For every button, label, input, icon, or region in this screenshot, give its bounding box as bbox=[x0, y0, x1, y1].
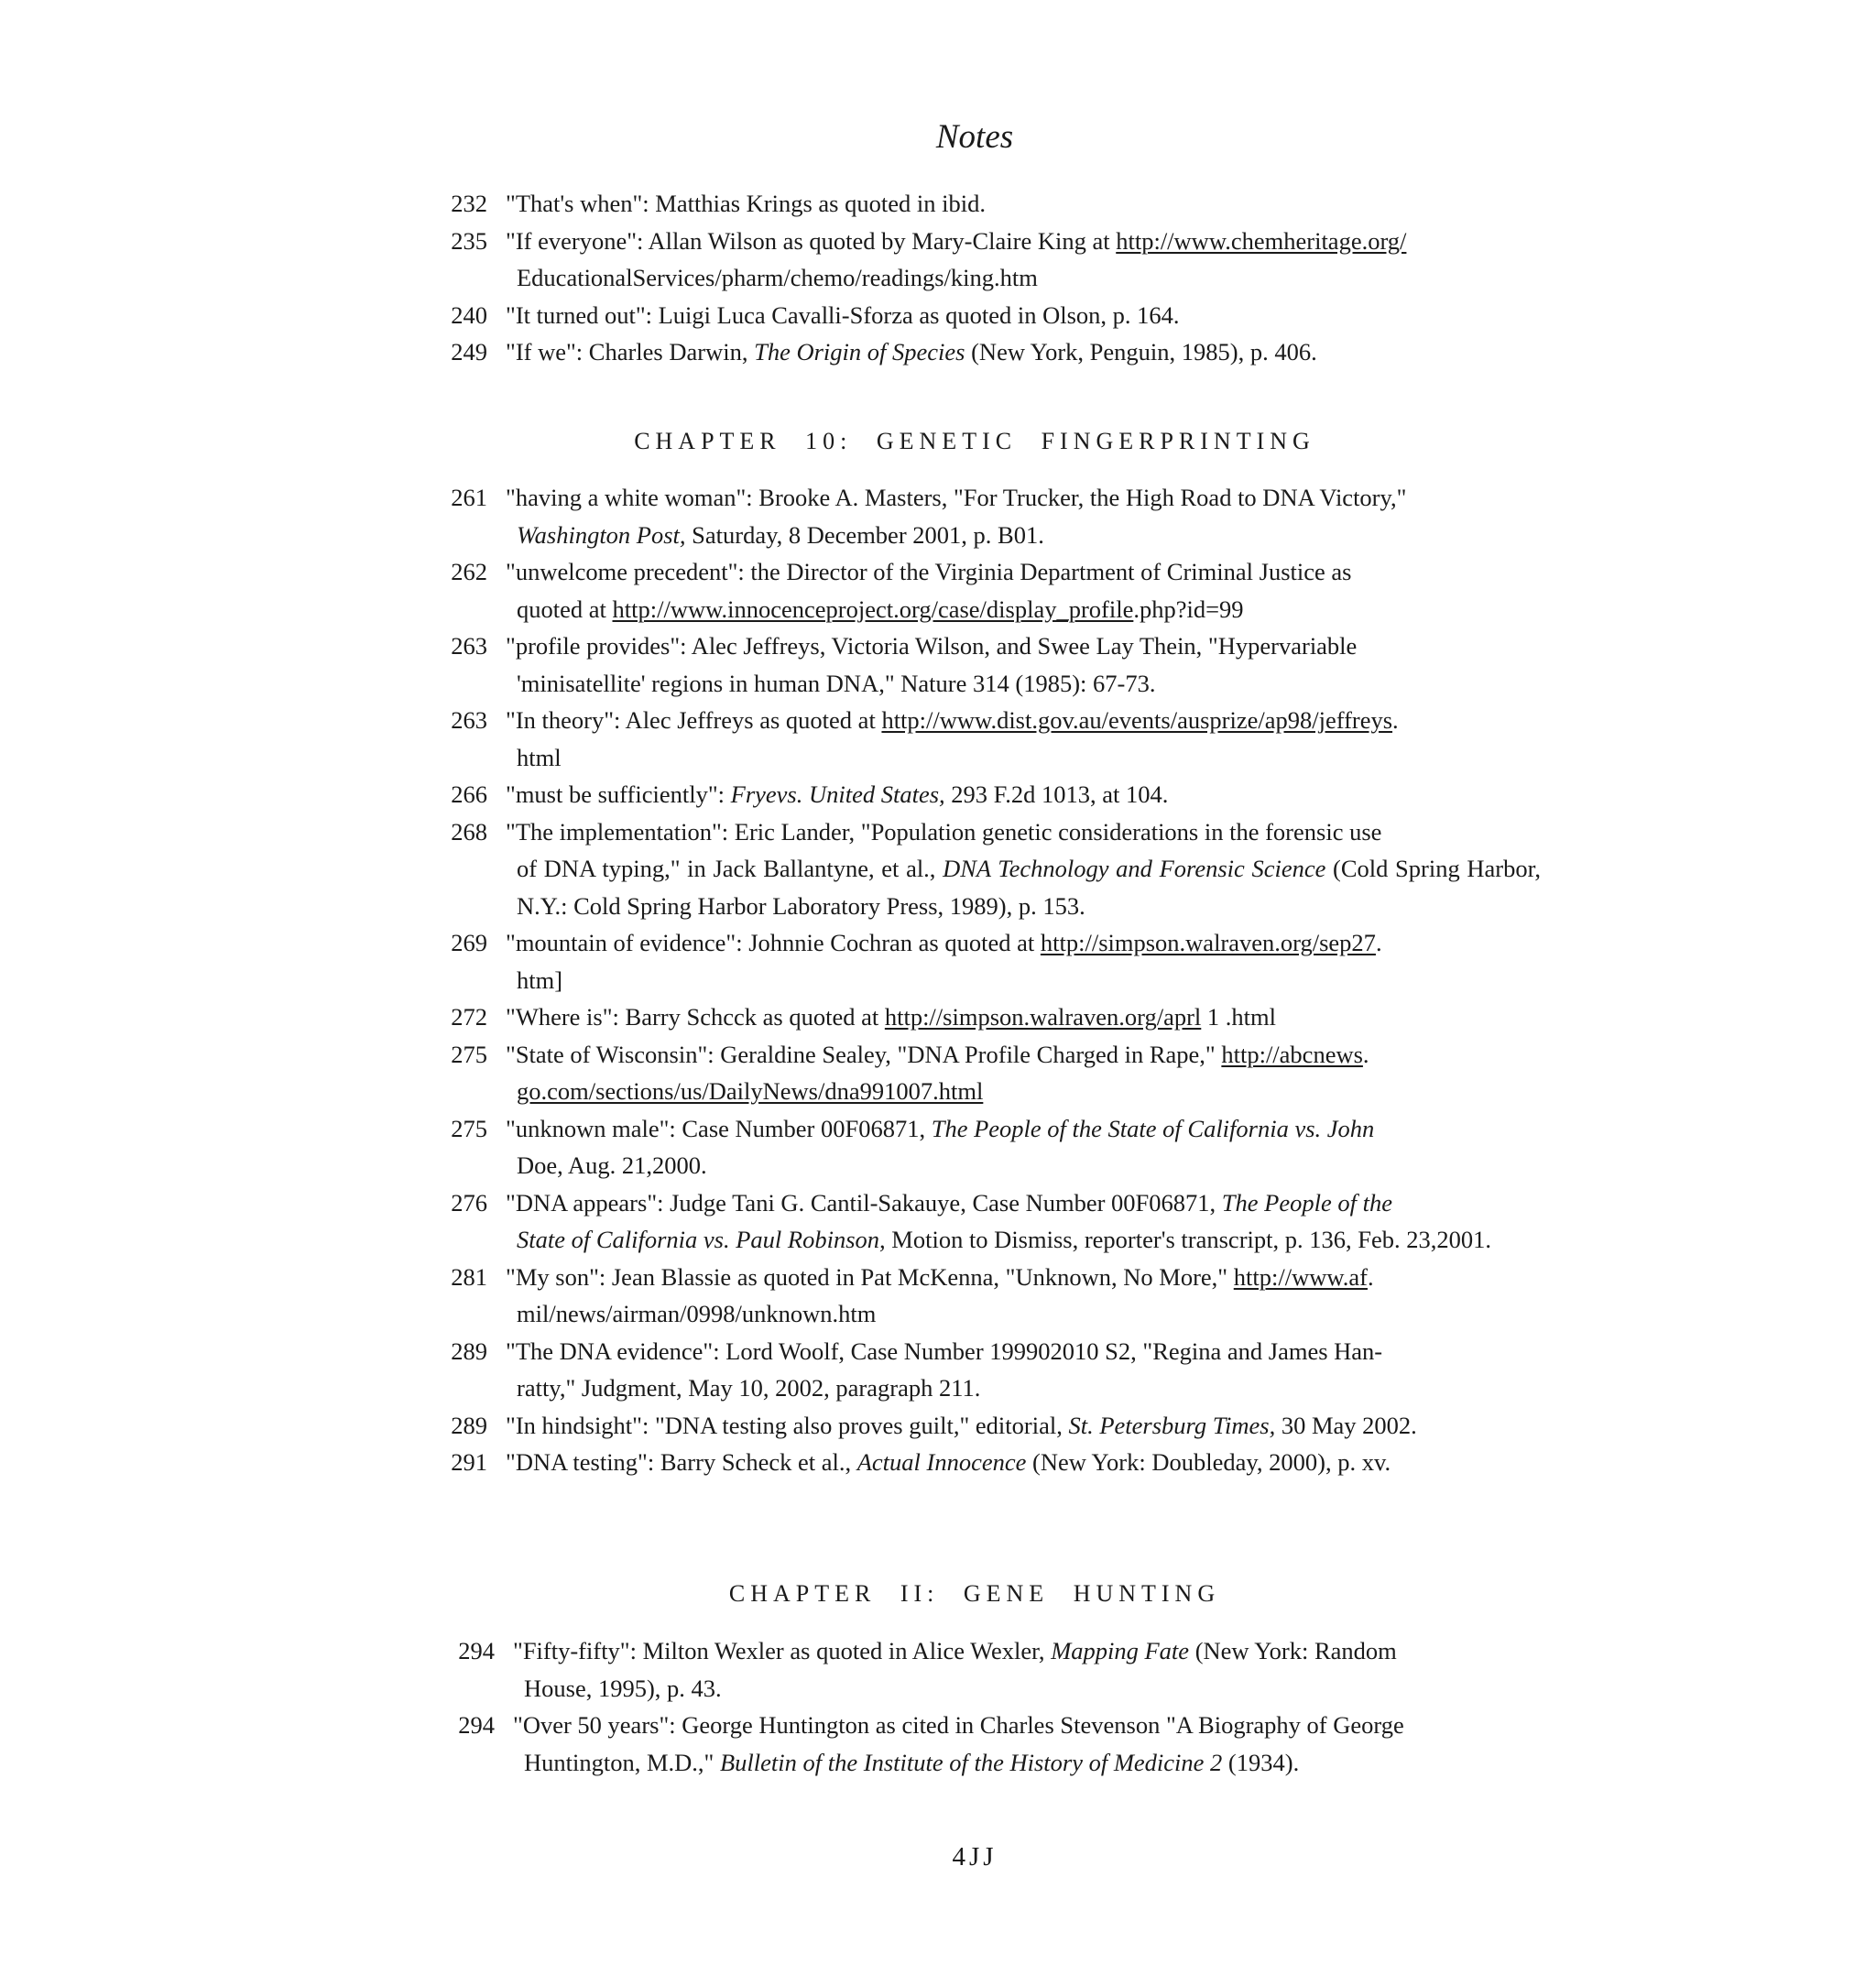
note-text: (New York: Random bbox=[1189, 1637, 1397, 1664]
note-body bbox=[506, 1110, 1541, 1184]
note-page-number: 276 bbox=[451, 1188, 487, 1217]
note-page-number: 269 bbox=[451, 929, 487, 956]
note-first-line bbox=[506, 227, 1406, 255]
note-page-number: 291 bbox=[451, 1448, 487, 1476]
note-link[interactable]: http://www.innocenceproject.org/case/display_profile bbox=[612, 595, 1134, 623]
note-text: (New York: Doubleday, 2000), p. xv. bbox=[1026, 1448, 1391, 1476]
note-entry bbox=[423, 1110, 1541, 1184]
note-page-number: 289 bbox=[451, 1337, 487, 1365]
note-continuation bbox=[506, 1221, 1541, 1259]
note-entry bbox=[423, 1333, 1541, 1407]
note-continuation bbox=[506, 665, 1541, 703]
note-text: htm] bbox=[517, 966, 563, 994]
note-text: "DNA testing": Barry Scheck et al., bbox=[506, 1448, 857, 1476]
note-italic-text: State of California vs. Paul Robinson, bbox=[517, 1226, 886, 1253]
note-page-number: 262 bbox=[451, 558, 487, 585]
note-page-number: 268 bbox=[451, 817, 487, 846]
note-link[interactable]: http://www.dist.gov.au/events/ausprize/ap98/jeffreys bbox=[881, 706, 1393, 734]
note-first-line bbox=[513, 1711, 1404, 1739]
note-entry bbox=[423, 333, 1541, 371]
note-body bbox=[506, 627, 1541, 702]
note-first-line bbox=[506, 780, 1168, 808]
note-entry bbox=[423, 553, 1541, 627]
note-first-line bbox=[506, 190, 986, 217]
note-text: House, 1995), p. 43. bbox=[524, 1674, 722, 1702]
notes-list bbox=[431, 1632, 1548, 1781]
note-entry bbox=[423, 1036, 1541, 1110]
note-body bbox=[506, 223, 1541, 297]
note-text: "Fifty-fifty": Milton Wexler as quoted in Alice Wexler, bbox=[513, 1637, 1052, 1664]
note-entry bbox=[423, 297, 1541, 334]
note-continuation bbox=[506, 1073, 1541, 1110]
note-page-number: 263 bbox=[451, 632, 487, 660]
note-body bbox=[506, 813, 1541, 925]
note-entry bbox=[423, 1407, 1541, 1445]
note-first-line bbox=[506, 1115, 1374, 1142]
note-continuation bbox=[513, 1670, 1548, 1708]
note-body bbox=[513, 1632, 1548, 1707]
note-text: html bbox=[517, 743, 562, 771]
note-body bbox=[506, 1259, 1541, 1333]
note-italic-text: The Origin of Species bbox=[754, 338, 965, 366]
note-text: quoted at bbox=[517, 595, 613, 623]
note-italic-text: Fryevs. United States, bbox=[730, 780, 945, 808]
note-first-line bbox=[506, 1003, 1276, 1031]
note-first-line bbox=[506, 706, 1399, 734]
note-body bbox=[506, 702, 1541, 776]
note-text: . bbox=[1375, 929, 1382, 956]
note-text: "That's when": Matthias Krings as quoted in ibid. bbox=[506, 190, 986, 217]
note-text: Saturday, 8 December 2001, p. B01. bbox=[685, 520, 1044, 549]
note-entry bbox=[423, 1444, 1541, 1481]
note-text: "having a white woman": Brooke A. Masters, "For Trucker, the High Road to DNA Victory," bbox=[506, 484, 1407, 511]
note-continuation bbox=[506, 517, 1541, 554]
note-text: "If everyone": Allan Wilson as quoted by Mary-Claire King at bbox=[506, 226, 1117, 255]
note-text: . bbox=[1392, 706, 1399, 734]
page-title: Notes bbox=[935, 118, 1014, 156]
note-body bbox=[506, 1184, 1541, 1259]
note-entry bbox=[423, 702, 1541, 776]
note-page-number: 272 bbox=[451, 1003, 487, 1031]
note-first-line bbox=[506, 558, 1351, 585]
note-continuation bbox=[506, 962, 1541, 999]
note-body bbox=[506, 1036, 1541, 1110]
note-continuation bbox=[513, 1744, 1548, 1782]
note-first-line bbox=[506, 338, 1317, 366]
note-text: Motion to Dismiss, reporter's transcript, p. 136, Feb. 23,2001. bbox=[885, 1226, 1491, 1253]
note-text: 30 May 2002. bbox=[1275, 1411, 1417, 1439]
note-link[interactable]: go.com/sections/us/DailyNews/dna991007.html bbox=[517, 1077, 984, 1105]
note-text: "must be sufficiently": bbox=[506, 780, 731, 808]
note-link[interactable]: http://www.af bbox=[1233, 1262, 1368, 1291]
note-page-number: 235 bbox=[451, 226, 487, 255]
note-page-number: 240 bbox=[451, 300, 487, 329]
note-italic-text: DNA Technology and Forensic Science bbox=[943, 855, 1326, 882]
note-italic-text: Actual Innocence bbox=[856, 1448, 1027, 1476]
note-first-line bbox=[506, 484, 1406, 511]
note-text: Huntington, M.D.," bbox=[524, 1748, 720, 1776]
chapter-heading: CHAPTER II: GENE HUNTING bbox=[728, 1580, 1221, 1607]
note-italic-text: Washington Post, bbox=[517, 520, 686, 549]
note-first-line bbox=[506, 1189, 1392, 1217]
note-entry bbox=[431, 1632, 1548, 1707]
note-text: "unwelcome precedent": the Director of the Virginia Department of Criminal Justice as bbox=[506, 558, 1352, 585]
note-text: "The implementation": Eric Lander, "Population genetic considerations in the forensic use bbox=[506, 817, 1382, 846]
note-text: mil/news/airman/0998/unknown.htm bbox=[517, 1300, 877, 1327]
note-continuation bbox=[506, 1369, 1541, 1407]
note-continuation bbox=[506, 1147, 1541, 1184]
note-body bbox=[506, 479, 1541, 553]
note-first-line bbox=[506, 301, 1180, 329]
note-body bbox=[506, 1407, 1541, 1445]
note-text: . bbox=[1367, 1262, 1374, 1291]
note-page-number: 275 bbox=[451, 1114, 487, 1142]
note-text: "In hindsight": "DNA testing also proves guilt," editorial, bbox=[506, 1411, 1069, 1439]
note-first-line bbox=[513, 1637, 1397, 1664]
note-text: "In theory": Alec Jeffreys as quoted at bbox=[506, 706, 882, 734]
note-text: 1 .html bbox=[1201, 1003, 1276, 1031]
note-entry bbox=[423, 924, 1541, 998]
note-italic-text: The People of the State of California vs. John bbox=[931, 1114, 1375, 1142]
note-body bbox=[506, 776, 1541, 813]
note-page-number: 232 bbox=[451, 190, 487, 217]
note-first-line bbox=[506, 818, 1381, 846]
note-italic-text: St. Petersburg Times, bbox=[1068, 1411, 1276, 1439]
note-body bbox=[506, 1333, 1541, 1407]
note-text: "State of Wisconsin": Geraldine Sealey, "DNA Profile Charged in Rape," bbox=[506, 1040, 1222, 1068]
notes-list bbox=[423, 185, 1541, 371]
note-entry bbox=[423, 813, 1541, 925]
note-text: (Cold Spring Harbor, N.Y.: Cold Spring Harbor Laboratory Press, 1989), p. 153. bbox=[517, 855, 1541, 920]
note-link[interactable]: http://abcnews bbox=[1221, 1040, 1363, 1068]
note-text: "The DNA evidence": Lord Woolf, Case Number 199902010 S2, "Regina and James Han- bbox=[506, 1337, 1383, 1365]
note-first-line bbox=[506, 1263, 1374, 1291]
note-entry bbox=[423, 1259, 1541, 1333]
note-body bbox=[506, 1444, 1541, 1481]
note-text: (New York, Penguin, 1985), p. 406. bbox=[965, 338, 1317, 366]
note-continuation bbox=[506, 259, 1541, 297]
notes-list bbox=[423, 479, 1541, 1481]
note-continuation bbox=[506, 850, 1541, 924]
note-text: (1934). bbox=[1222, 1748, 1300, 1776]
note-text: "profile provides": Alec Jeffreys, Victoria Wilson, and Swee Lay Thein, "Hypervariable bbox=[506, 632, 1358, 660]
note-link[interactable]: http://simpson.walraven.org/sep27 bbox=[1040, 929, 1376, 956]
note-page-number: 289 bbox=[451, 1411, 487, 1439]
note-page-number: 294 bbox=[458, 1711, 495, 1739]
note-page-number: 294 bbox=[458, 1637, 495, 1664]
note-text: "If we": Charles Darwin, bbox=[506, 338, 755, 366]
note-body bbox=[506, 297, 1541, 334]
note-page-number: 266 bbox=[451, 780, 487, 808]
note-link[interactable]: http://www.chemheritage.org/ bbox=[1116, 226, 1407, 255]
note-first-line bbox=[506, 632, 1357, 660]
note-page-number: 249 bbox=[451, 338, 487, 366]
note-entry bbox=[423, 776, 1541, 813]
note-first-line bbox=[506, 1337, 1382, 1365]
note-text: "unknown male": Case Number 00F06871, bbox=[506, 1114, 932, 1142]
note-text: 293 F.2d 1013, at 104. bbox=[944, 780, 1169, 808]
note-text: "mountain of evidence": Johnnie Cochran as quoted at bbox=[506, 929, 1041, 956]
note-page-number: 263 bbox=[451, 706, 487, 734]
note-body bbox=[506, 924, 1541, 998]
note-first-line bbox=[506, 1041, 1369, 1068]
note-body bbox=[506, 998, 1541, 1036]
note-text: of DNA typing," in Jack Ballantyne, et al., bbox=[517, 855, 943, 882]
note-italic-text: The People of the bbox=[1221, 1188, 1392, 1217]
note-entry bbox=[423, 223, 1541, 297]
note-text: "It turned out": Luigi Luca Cavalli-Sforza as quoted in Olson, p. 164. bbox=[506, 300, 1180, 329]
note-body bbox=[506, 185, 1541, 223]
note-page-number: 261 bbox=[451, 484, 487, 511]
chapter-heading: CHAPTER 10: GENETIC FINGERPRINTING bbox=[634, 428, 1315, 454]
note-link[interactable]: http://simpson.walraven.org/aprl bbox=[884, 1003, 1202, 1031]
note-entry bbox=[431, 1707, 1548, 1781]
note-text: "My son": Jean Blassie as quoted in Pat McKenna, "Unknown, No More," bbox=[506, 1262, 1234, 1291]
note-text: "Over 50 years": George Huntington as cited in Charles Stevenson "A Biography of George bbox=[513, 1711, 1404, 1739]
note-continuation bbox=[506, 1295, 1541, 1333]
note-entry bbox=[423, 627, 1541, 702]
note-first-line bbox=[506, 1448, 1391, 1476]
note-continuation bbox=[506, 591, 1541, 628]
note-entry bbox=[423, 1184, 1541, 1259]
note-italic-text: Bulletin of the Institute of the History of Medicine 2 bbox=[720, 1748, 1223, 1776]
note-first-line bbox=[506, 1412, 1417, 1439]
note-body bbox=[506, 553, 1541, 627]
note-text: . bbox=[1362, 1040, 1369, 1068]
note-text: "DNA appears": Judge Tani G. Cantil-Sakauye, Case Number 00F06871, bbox=[506, 1188, 1222, 1217]
note-body bbox=[506, 333, 1541, 371]
note-text: 'minisatellite' regions in human DNA," Nature 314 (1985): 67-73. bbox=[517, 669, 1156, 697]
note-entry bbox=[423, 185, 1541, 223]
note-entry bbox=[423, 479, 1541, 553]
note-page-number: 281 bbox=[451, 1262, 487, 1291]
note-text: "Where is": Barry Schcck as quoted at bbox=[506, 1003, 885, 1031]
note-first-line bbox=[506, 929, 1382, 956]
note-page-number: 275 bbox=[451, 1040, 487, 1068]
note-entry bbox=[423, 998, 1541, 1036]
page-number: 4JJ bbox=[952, 1842, 998, 1871]
note-text: .php?id=99 bbox=[1133, 595, 1244, 623]
note-italic-text: Mapping Fate bbox=[1051, 1637, 1190, 1664]
note-continuation bbox=[506, 739, 1541, 777]
note-text: Doe, Aug. 21,2000. bbox=[517, 1151, 707, 1179]
note-text: EducationalServices/pharm/chemo/readings/king.htm bbox=[517, 264, 1038, 291]
note-body bbox=[513, 1707, 1548, 1781]
note-text: ratty," Judgment, May 10, 2002, paragraph 211. bbox=[517, 1374, 981, 1402]
